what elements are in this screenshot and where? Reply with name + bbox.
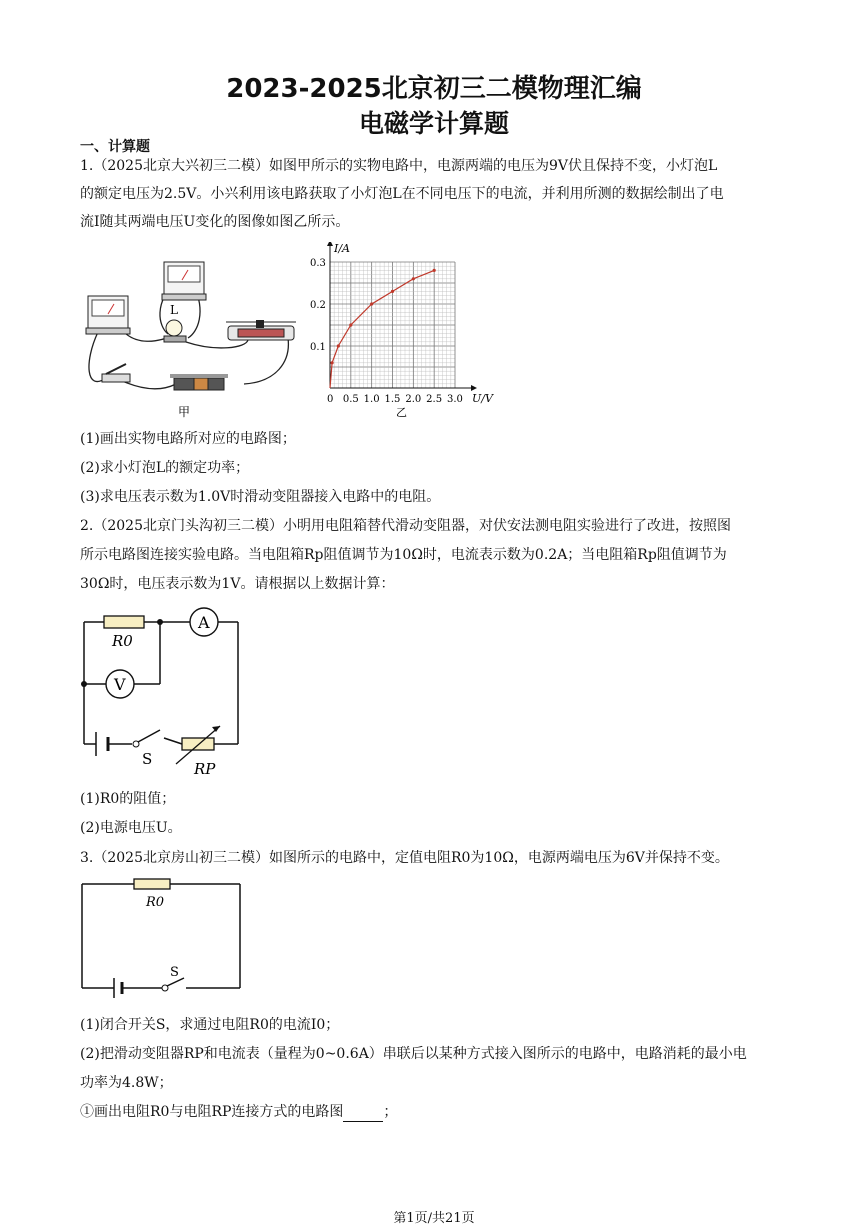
figure-q2-circuit [74,604,254,782]
switch-device [102,364,130,382]
junction-dot [157,619,163,625]
switch-label: S [142,750,153,768]
x-tick-label: 3.0 [447,394,463,405]
document-subtitle: 电磁学计算题 [358,109,509,138]
q2-line-2: 所示电路图连接实验电路。当电阻箱Rp阻值调节为10Ω时，电流表示数为0.2A；当电阻箱Rp阻值调节为 [80,547,727,563]
data-point [412,277,415,280]
q1-line-1: 1.（2025北京大兴初三二模）如图甲所示的实物电路中，电源两端的电压为9V伏且保持不变，小灯泡L [80,158,718,174]
x-tick-label: 0 [327,394,334,405]
rp-label: RP [194,760,216,778]
y-tick-label: 0.2 [310,300,326,311]
q1-line-3: 流I随其两端电压U变化的图像如图乙所示。 [80,214,350,230]
rheostat-rp [182,738,214,750]
q3-sub-2c-text: ①画出电阻R0与电阻RP连接方式的电路图 [80,1104,344,1120]
switch-blade [138,730,160,742]
y-tick-label: 0.1 [310,342,326,353]
y-axis-arrow [327,242,333,246]
figure-iu-chart [308,242,498,420]
page-footer: 第1页/共21页 [393,1211,475,1226]
figure-a-caption: 甲 [178,405,191,419]
answer-blank[interactable] [343,1107,383,1122]
junction-dot [81,681,87,687]
q1-line-2: 的额定电压为2.5V。小兴利用该电路获取了小灯泡L在不同电压下的电流，并利用所测的数据绘制出了电 [80,186,724,202]
x-tick-label: 0.5 [342,394,359,405]
data-point [337,344,340,347]
battery-device [170,374,228,390]
lamp-device [164,303,186,342]
figure-q3-circuit [74,874,250,1006]
q1-sub-3: (3)求电压表示数为1.0V时滑动变阻器接入电路中的电阻。 [80,489,441,505]
lamp-label: L [170,303,178,317]
data-point [349,323,352,326]
figure-b-caption: 乙 [396,406,407,419]
x-tick-label: 1.5 [384,394,401,405]
x-axis-label: U/V [472,392,493,405]
q3-sub-2a: (2)把滑动变阻器RP和电流表（量程为0~0.6A）串联后以某种方式接入图所示的电路中，电路消耗的最小电 [80,1046,747,1062]
x-axis-arrow [471,385,477,391]
rheostat-device [226,320,296,340]
q3-sub-1: (1)闭合开关S，求通过电阻R0的电流I0； [80,1017,340,1033]
x-tick-label: 2.5 [426,394,443,405]
ammeter-device [162,262,206,300]
data-point [433,269,436,272]
data-point [370,302,373,305]
y-tick-label: 0.3 [310,258,326,269]
q2-line-3: 30Ω时，电压表示数为1V。请根据以上数据计算： [80,576,395,592]
voltmeter-device [86,296,130,334]
data-point [330,361,333,364]
q2-line-1: 2.（2025北京门头沟初三二模）小明用电阻箱替代滑动变阻器，对伏安法测电阻实验进行了改进，按照图 [80,518,731,534]
q3-sub-2c-end: ； [383,1104,398,1120]
q1-sub-2: (2)求小灯泡L的额定功率； [80,460,250,476]
q2-sub-2: (2)电源电压U。 [80,820,182,836]
figure-physical-circuit [76,252,306,420]
resistor-r0 [104,616,144,628]
section-heading: 一、计算题 [80,139,150,155]
x-tick-label: 2.0 [405,394,422,405]
ammeter-label: A [198,613,210,632]
q2-sub-1: (1)R0的阻值； [80,791,176,807]
r0-label: R0 [146,895,165,910]
x-tick-label: 1.0 [363,394,380,405]
voltmeter-label: V [114,675,126,694]
document-title: 2023-2025北京初三二模物理汇编 [226,74,642,104]
r0-label: R0 [112,632,133,650]
q3-sub-2c [80,1102,795,1122]
q3-sub-2b: 功率为4.8W； [80,1075,173,1091]
switch-label: S [170,965,179,980]
data-point [391,290,394,293]
y-axis-label: I/A [334,242,350,255]
resistor-r0 [134,879,170,889]
q1-sub-1: (1)画出实物电路所对应的电路图； [80,431,296,447]
q3-line-1: 3.（2025北京房山初三二模）如图所示的电路中，定值电阻R0为10Ω，电源两端电压为6V并保持不变。 [80,850,729,866]
